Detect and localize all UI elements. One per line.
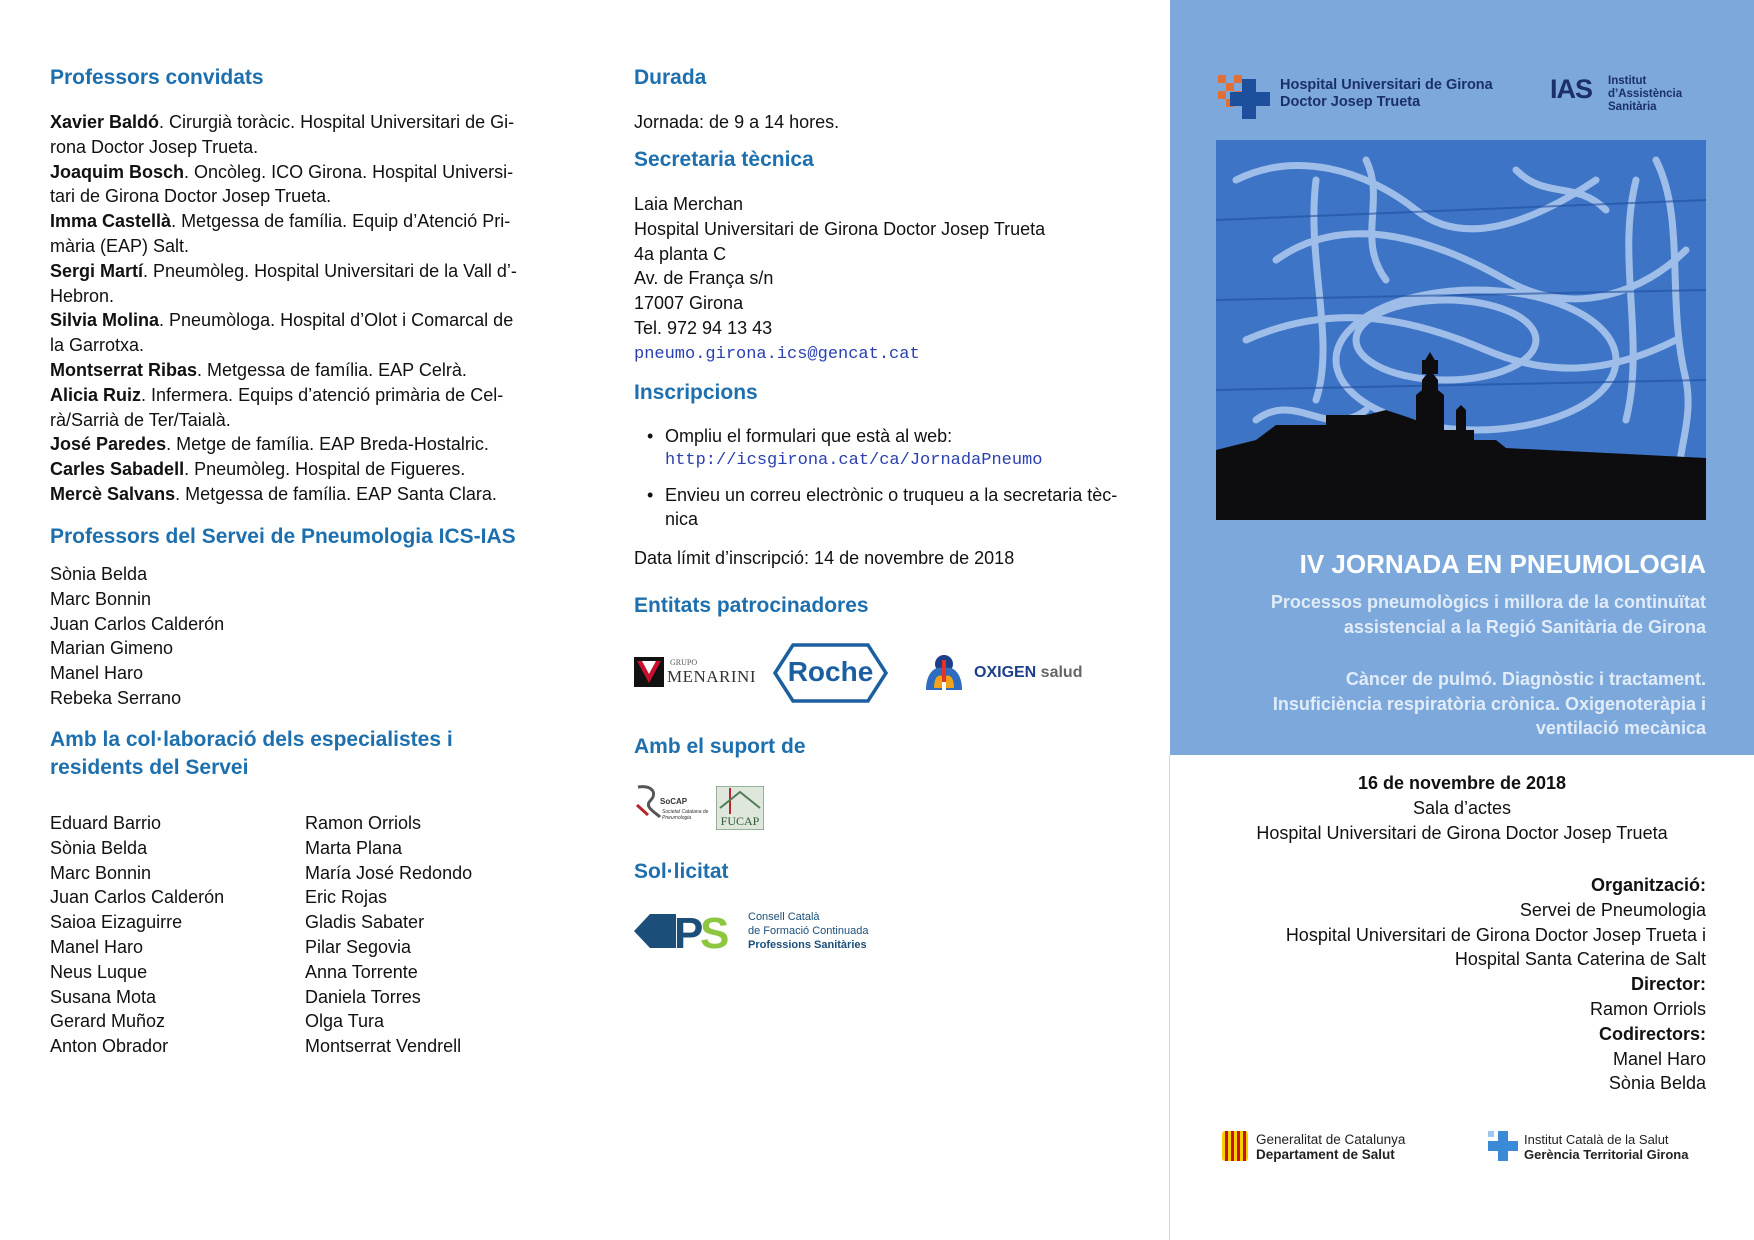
guest-professor-line bbox=[50, 457, 540, 482]
collaborator-name: Neus Luque bbox=[50, 961, 148, 982]
collaborator-name: Gladis Sabater bbox=[305, 912, 425, 933]
inscripcions-item-text: nica bbox=[665, 509, 699, 530]
roche-logo bbox=[773, 643, 888, 703]
collaborator-name: Eric Rojas bbox=[305, 887, 388, 908]
fucap-text: FUCAP bbox=[720, 814, 760, 828]
menarini-emblem-icon bbox=[634, 657, 664, 687]
guest-professor-name: Imma Castellà bbox=[50, 211, 172, 232]
collaborator-name: Pilar Segovia bbox=[305, 936, 412, 957]
service-professor-name: Juan Carlos Calderón bbox=[50, 613, 225, 634]
inscripcions-heading: Inscripcions bbox=[634, 381, 758, 404]
roche-text: Roche bbox=[787, 656, 874, 687]
collaborator-name: Manel Haro bbox=[50, 936, 144, 957]
guest-professor-name: Mercè Salvans bbox=[50, 483, 176, 504]
guest-professor-role: . Metge de família. EAP Breda-Hostalric. bbox=[166, 434, 489, 455]
collaborator-name: Olga Tura bbox=[305, 1011, 385, 1032]
ias-logo bbox=[1550, 74, 1710, 120]
secretaria-line: Hospital Universitari de Girona Doctor Josep Trueta bbox=[634, 218, 1046, 239]
collaborator-name: Susana Mota bbox=[50, 986, 157, 1007]
collaborator-name: Anton Obrador bbox=[50, 1036, 169, 1057]
ias-text-1: Institut bbox=[1608, 75, 1647, 87]
guest-professor-line bbox=[50, 383, 540, 408]
hospital-logo-text-2: Doctor Josep Trueta bbox=[1280, 94, 1421, 110]
event-topics bbox=[1273, 667, 1706, 741]
guest-professor-line bbox=[50, 333, 540, 358]
guest-professor-role: mària (EAP) Salt. bbox=[50, 235, 190, 256]
event-subtitle-line: Processos pneumològics i millora de la continuïtat bbox=[1270, 592, 1706, 612]
guest-professor-line bbox=[50, 308, 540, 333]
guest-professor-line bbox=[50, 482, 540, 507]
secretaria-line: 4a planta C bbox=[634, 243, 727, 264]
guest-professor-line bbox=[50, 160, 540, 185]
service-professors-list bbox=[50, 562, 224, 711]
event-venue-room: Sala d’actes bbox=[1412, 797, 1512, 818]
guest-professor-name: Carles Sabadell bbox=[50, 459, 185, 480]
service-professor-name: Manel Haro bbox=[50, 663, 144, 684]
collaborator-name: Ramon Orriols bbox=[305, 813, 422, 833]
guest-professor-line bbox=[50, 358, 540, 383]
generalitat-text-2: Departament de Salut bbox=[1256, 1147, 1395, 1162]
collaborator-name: Sònia Belda bbox=[50, 837, 148, 858]
event-details bbox=[1170, 771, 1754, 845]
socap-text: SoCAP bbox=[660, 797, 688, 806]
organization-line: Servei de Pneumologia bbox=[1519, 899, 1706, 920]
socap-logo bbox=[634, 783, 714, 829]
guest-professor-role: . Metgessa de família. Equip d’Atenció Pri- bbox=[171, 211, 511, 232]
collaborator-name: Eduard Barrio bbox=[50, 813, 162, 833]
menarini-small-text: GRUPO bbox=[670, 658, 698, 667]
svg-text:S: S bbox=[700, 909, 730, 954]
ias-text-3: Sanitària bbox=[1608, 101, 1657, 113]
service-professor-name: Marc Bonnin bbox=[50, 588, 152, 609]
menarini-text: MENARINI bbox=[667, 667, 756, 686]
generalitat-logo bbox=[1222, 1131, 1442, 1165]
guest-professor-name: Sergi Martí bbox=[50, 260, 144, 281]
collaborator-name: Montserrat Vendrell bbox=[305, 1036, 462, 1057]
guest-professors-heading: Professors convidats bbox=[50, 66, 264, 89]
event-topic-line: ventilació mecànica bbox=[1535, 718, 1706, 739]
organization-block bbox=[1286, 873, 1706, 1096]
codirector-name: Manel Haro bbox=[1612, 1048, 1706, 1069]
guest-professor-line bbox=[50, 209, 540, 234]
service-professor-name: Sònia Belda bbox=[50, 564, 148, 584]
codirector-name: Sònia Belda bbox=[1608, 1073, 1706, 1094]
guest-professor-role: rona Doctor Josep Trueta. bbox=[50, 136, 259, 157]
service-professor-name: Rebeka Serrano bbox=[50, 687, 182, 708]
director-label: Director: bbox=[1630, 974, 1706, 995]
ccfcps-logo bbox=[634, 908, 904, 954]
collaborator-name: Saioa Eizaguirre bbox=[50, 912, 183, 933]
generalitat-text-1: Generalitat de Catalunya bbox=[1256, 1132, 1406, 1147]
collaboration-heading-line: residents del Servei bbox=[50, 756, 249, 779]
guest-professor-line bbox=[50, 110, 540, 135]
support-heading: Amb el suport de bbox=[634, 735, 806, 758]
duration-heading: Durada bbox=[634, 66, 707, 89]
guest-professor-name: Alicia Ruiz bbox=[50, 384, 142, 405]
oxigen-salud-text bbox=[974, 664, 1082, 682]
guest-professor-name: Joaquim Bosch bbox=[50, 161, 185, 182]
inscripcions-item bbox=[634, 483, 1144, 533]
service-professor-name: Marian Gimeno bbox=[50, 638, 174, 659]
inscripcions-list bbox=[634, 424, 1144, 532]
service-professors-heading: Professors del Servei de Pneumologia ICS-IAS bbox=[50, 525, 516, 548]
director-name: Ramon Orriols bbox=[1589, 998, 1706, 1019]
collaborator-name: Daniela Torres bbox=[305, 986, 421, 1007]
collaborators-left-list bbox=[50, 811, 224, 1059]
event-subtitle-line: assistencial a la Regió Sanitària de Girona bbox=[1343, 616, 1706, 637]
ics-cross-icon bbox=[1488, 1131, 1518, 1161]
ics-text-1: Institut Català de la Salut bbox=[1524, 1132, 1669, 1147]
guest-professor-line bbox=[50, 184, 540, 209]
inscripcions-item-text: • Envieu un correu electrònic o truqueu a la secretaria tèc- bbox=[665, 484, 1118, 505]
secretaria-address bbox=[634, 192, 1045, 341]
guest-professor-line bbox=[50, 284, 540, 309]
event-venue-hospital: Hospital Universitari de Girona Doctor Josep Trueta bbox=[1256, 822, 1668, 843]
collaborators-right-list bbox=[305, 811, 472, 1059]
guest-professor-role: . Cirurgià toràcic. Hospital Universitari de Gi- bbox=[159, 112, 515, 132]
guest-professor-name: José Paredes bbox=[50, 434, 167, 455]
ias-text-2: d’Assistència bbox=[1608, 88, 1683, 100]
inscripcions-item-text: • Ompliu el formulari que està al web: bbox=[665, 426, 953, 446]
guest-professor-line bbox=[50, 135, 540, 160]
ccfcps-text-2: de Formació Continuada bbox=[748, 925, 869, 937]
guest-professor-role: . Oncòleg. ICO Girona. Hospital Universi- bbox=[184, 161, 514, 182]
collaborator-name: Marta Plana bbox=[305, 837, 403, 858]
guest-professor-role: tari de Girona Doctor Josep Trueta. bbox=[50, 186, 332, 207]
ias-mark: IAS bbox=[1550, 74, 1593, 104]
organization-label: Organització: bbox=[1590, 875, 1706, 895]
collaborator-name: María José Redondo bbox=[305, 862, 473, 883]
guest-professor-line bbox=[50, 432, 540, 457]
ccfcps-text-3: Professions Sanitàries bbox=[748, 939, 867, 951]
registration-deadline: Data límit d’inscripció: 14 de novembre de 2018 bbox=[634, 548, 1015, 568]
jornada-form-link[interactable]: http://icsgirona.cat/ca/JornadaPneumo bbox=[665, 450, 1043, 470]
oxigen-salud-logo bbox=[920, 650, 1100, 694]
guest-professor-line bbox=[50, 259, 540, 284]
duration-text: Jornada: de 9 a 14 hores. bbox=[634, 112, 840, 132]
guest-professor-line bbox=[50, 234, 540, 259]
oxigen-lungs-icon bbox=[920, 650, 968, 694]
secretaria-email-link[interactable]: pneumo.girona.ics@gencat.cat bbox=[634, 345, 920, 364]
sponsors-heading: Entitats patrocinadores bbox=[634, 594, 869, 617]
organization-line: Hospital Santa Caterina de Salt bbox=[1454, 949, 1706, 970]
hospital-logo bbox=[1218, 75, 1518, 123]
ccfcps-emblem-icon bbox=[634, 908, 744, 954]
guest-professor-name: Xavier Baldó bbox=[50, 112, 160, 132]
ics-text-2: Gerència Territorial Girona bbox=[1524, 1147, 1689, 1162]
event-subtitle bbox=[1271, 590, 1706, 639]
collaborator-name: Juan Carlos Calderón bbox=[50, 887, 225, 908]
hospital-logo-text-1: Hospital Universitari de Girona bbox=[1280, 77, 1493, 93]
guest-professor-role: . Metgessa de família. EAP Santa Clara. bbox=[175, 483, 497, 504]
oxigen-text: OXIGEN bbox=[974, 664, 1037, 681]
guest-professor-role: la Garrotxa. bbox=[50, 335, 145, 356]
event-date: 16 de novembre de 2018 bbox=[1357, 773, 1567, 793]
guest-professor-role: . Pneumòloga. Hospital d’Olot i Comarcal de bbox=[159, 310, 514, 331]
ics-logo bbox=[1488, 1131, 1708, 1165]
secretaria-heading: Secretaria tècnica bbox=[634, 148, 814, 171]
inscripcions-item bbox=[634, 424, 1144, 474]
collaboration-heading bbox=[50, 726, 453, 782]
guest-professor-role: Hebron. bbox=[50, 285, 115, 306]
codirectors-label: Codirectors: bbox=[1598, 1023, 1706, 1044]
cover-illustration bbox=[1216, 140, 1706, 520]
guest-professor-role: . Metgessa de família. EAP Celrà. bbox=[197, 359, 467, 380]
guest-professor-name: Montserrat Ribas bbox=[50, 359, 198, 380]
generalitat-emblem-icon bbox=[1222, 1131, 1248, 1161]
ccfcps-text-1: Consell Català bbox=[748, 911, 820, 923]
solicitat-heading: Sol·licitat bbox=[634, 860, 729, 883]
event-topic-line: Insuficiència respiratòria crònica. Oxigenoteràpia i bbox=[1272, 693, 1706, 714]
secretaria-line: Tel. 972 94 13 43 bbox=[634, 317, 773, 338]
collaborator-name: Marc Bonnin bbox=[50, 862, 152, 883]
socap-subtitle: Societat Catalana de Pneumologia bbox=[662, 809, 709, 821]
salud-text: salud bbox=[1036, 664, 1083, 681]
hospital-cross-icon bbox=[1218, 75, 1274, 123]
collaboration-heading-line: Amb la col·laboració dels especialistes i bbox=[50, 728, 453, 751]
guest-professor-role: rà/Sarrià de Ter/Taialà. bbox=[50, 409, 231, 430]
collaborator-name: Gerard Muñoz bbox=[50, 1011, 166, 1032]
organization-line: Hospital Universitari de Girona Doctor Josep Trueta i bbox=[1285, 924, 1706, 945]
collaborator-name: Anna Torrente bbox=[305, 961, 418, 982]
guest-professor-role: . Pneumòleg. Hospital Universitari de la Vall d’- bbox=[143, 260, 517, 281]
event-topic-line: Càncer de pulmó. Diagnòstic i tractament. bbox=[1345, 669, 1706, 689]
guest-professor-role: . Infermera. Equips d’atenció primària de Cel- bbox=[141, 384, 504, 405]
fucap-logo bbox=[716, 786, 764, 830]
guest-professor-role: . Pneumòleg. Hospital de Figueres. bbox=[184, 459, 466, 480]
secretaria-line: 17007 Girona bbox=[634, 293, 744, 314]
guest-professor-name: Silvia Molina bbox=[50, 310, 160, 331]
menarini-logo bbox=[634, 657, 754, 689]
secretaria-line: Av. de França s/n bbox=[634, 268, 774, 289]
svg-text:P: P bbox=[674, 909, 704, 954]
guest-professors-list bbox=[50, 110, 540, 507]
guest-professor-line bbox=[50, 408, 540, 433]
event-title: IV JORNADA EN PNEUMOLOGIA bbox=[1299, 549, 1706, 579]
secretaria-line: Laia Merchan bbox=[634, 194, 744, 214]
